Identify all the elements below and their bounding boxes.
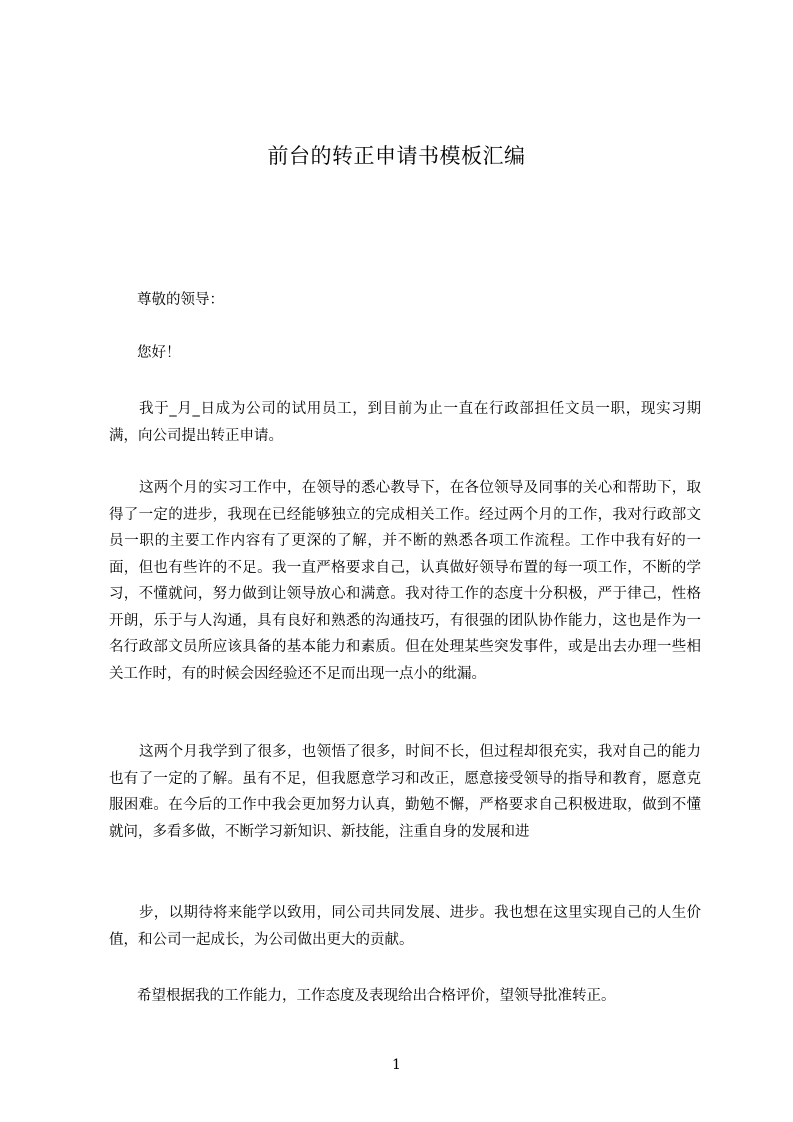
greeting: 您好！ [137, 345, 181, 361]
paragraph-probation-intro: 我于_月_日成为公司的试用员工，到目前为止一直在行政部担任文员一职，现实习期满，向公司提出转正申请。 [109, 401, 701, 444]
paragraph-future-goals: 步，以期待将来能学以致用，同公司共同发展、进步。我也想在这里实现自己的人生价值，和公司一起成长，为公司做出更大的贡献。 [109, 905, 701, 948]
closing-request: 希望根据我的工作能力，工作态度及表现给出合格评价，望领导批准转正。 [137, 988, 616, 1004]
paragraph-work-experience: 这两个月的实习工作中，在领导的悉心教导下，在各位领导及同事的关心和帮助下，取得了一定的进步，我现在已经能够独立的完成相关工作。经过两个月的工作，我对行政部文员一职的主要工作内容有了更深的了解，并不断的熟悉各项工作流程。工作中我有好的一面，但也有些许的不足。我一直严格要求自己，认真做好领导布置的每一项工作，不断的学习，不懂就问，努力做到让领导放心和满意。我对待工作的态度十分积极，严于律己，性格开朗，乐于与人沟通，具有良好和熟悉的沟通技巧，有很强的团队协作能力，这也是作为一名行政部文员所应该具备的基本能力和素质。但在处理某些突发事件，或是出去办理一些相关工作时，有的时候会因经验还不足而出现一点小的纰漏。 [109, 480, 701, 682]
salutation: 尊敬的领导： [137, 292, 224, 308]
document-title: 前台的转正申请书模板汇编 [267, 144, 526, 168]
page-number: 1 [392, 1057, 401, 1073]
paragraph-learning-reflection: 这两个月我学到了很多，也领悟了很多，时间不长，但过程却很充实，我对自己的能力也有了一定的了解。虽有不足，但我愿意学习和改正，愿意接受领导的指导和教育，愿意克服困难。在今后的工作中我会更加努力认真，勤勉不懈，严格要求自己积极进取，做到不懂就问，多看多做，不断学习新知识、新技能，注重自身的发展和进 [109, 744, 701, 840]
